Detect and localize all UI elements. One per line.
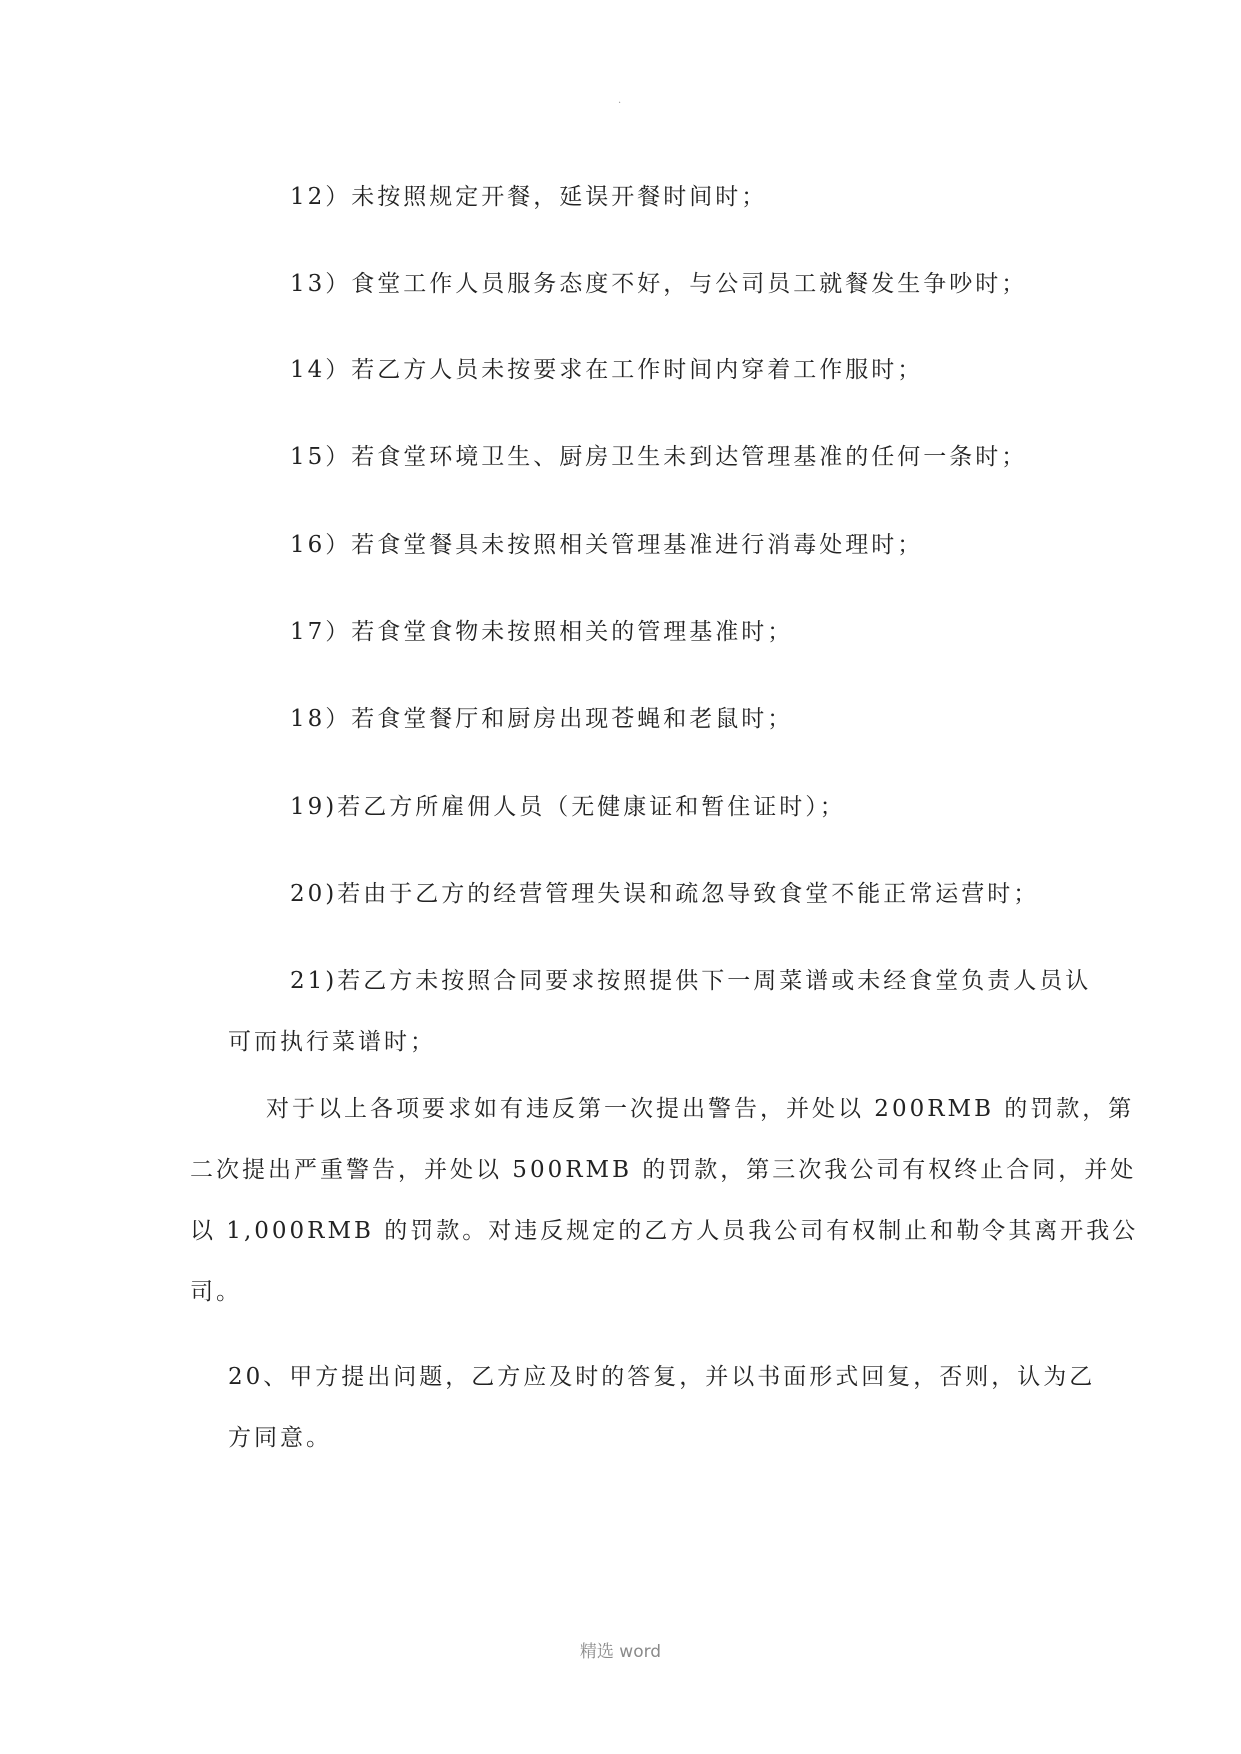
header-mark: . <box>618 95 622 106</box>
list-item-14: 14）若乙方人员未按要求在工作时间内穿着工作服时； <box>290 357 924 383</box>
list-item-17: 17）若食堂食物未按照相关的管理基准时； <box>290 619 794 645</box>
penalty-paragraph-line3: 以 1,000RMB 的罚款。对违反规定的乙方人员我公司有权制止和勒令其离开我公 <box>190 1218 1139 1244</box>
list-item-12: 12）未按照规定开餐，延误开餐时间时； <box>290 184 768 210</box>
list-item-15: 15）若食堂环境卫生、厨房卫生未到达管理基准的任何一条时； <box>290 444 1028 470</box>
penalty-paragraph-line4: 司。 <box>190 1279 242 1305</box>
page-footer: 精选 word <box>579 1642 662 1662</box>
clause-20-line2: 方同意。 <box>228 1425 332 1451</box>
penalty-paragraph-line1: 对于以上各项要求如有违反第一次提出警告，并处以 200RMB 的罚款，第 <box>266 1096 1135 1122</box>
list-item-20: 20)若由于乙方的经营管理失误和疏忽导致食堂不能正常运营时； <box>290 881 1040 907</box>
list-item-13: 13）食堂工作人员服务态度不好，与公司员工就餐发生争吵时； <box>290 271 1028 297</box>
penalty-paragraph-line2: 二次提出严重警告，并处以 500RMB 的罚款，第三次我公司有权终止合同，并处 <box>190 1157 1137 1183</box>
list-item-21-line2: 可而执行菜谱时； <box>228 1029 436 1055</box>
clause-20-line1: 20、甲方提出问题，乙方应及时的答复，并以书面形式回复，否则，认为乙 <box>228 1364 1096 1390</box>
list-item-18: 18）若食堂餐厅和厨房出现苍蝇和老鼠时； <box>290 706 794 732</box>
list-item-16: 16）若食堂餐具未按照相关管理基准进行消毒处理时； <box>290 532 924 558</box>
list-item-19: 19)若乙方所雇佣人员（无健康证和暂住证时）； <box>290 794 846 820</box>
list-item-21-line1: 21)若乙方未按照合同要求按照提供下一周菜谱或未经食堂负责人员认 <box>290 968 1092 994</box>
